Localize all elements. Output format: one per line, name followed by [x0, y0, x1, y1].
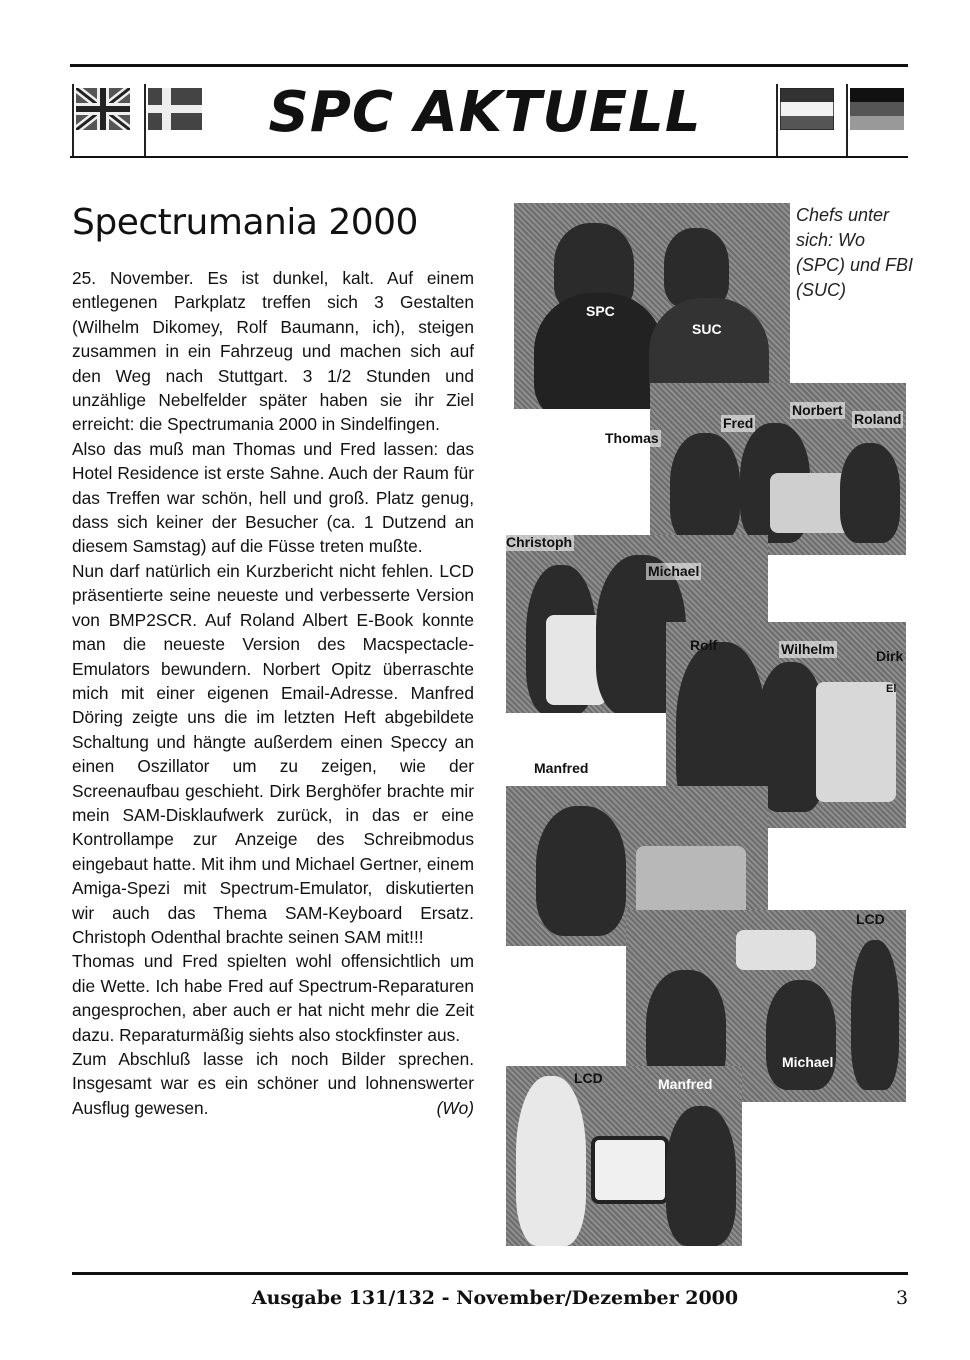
photo-chefs — [514, 203, 790, 409]
label-thomas: Thomas — [605, 430, 659, 446]
label-norbert: Norbert — [792, 402, 843, 418]
label-el: El — [886, 683, 897, 695]
label-spc: SPC — [586, 303, 615, 319]
label-christoph: Christoph — [506, 534, 573, 550]
uk-flag-icon — [72, 84, 134, 158]
label-lcd-top: LCD — [856, 911, 885, 927]
article-last-paragraph-text: Zum Abschluß lasse ich noch Bilder sprechen. Insgesamt war es ein schöner und lohnenswerter Ausflug gewesen. — [72, 1049, 474, 1118]
photo-caption: Chefs unter sich: Wo (SPC) und FBI (SUC) — [796, 205, 914, 300]
article-paragraph — [72, 1047, 474, 1120]
photo-lcd-manfred-monitor — [506, 1066, 742, 1246]
footer-rule — [72, 1272, 908, 1275]
label-lcd-bottom: LCD — [574, 1070, 603, 1086]
header-top-rule — [70, 64, 908, 67]
label-manfred-2: Manfred — [658, 1076, 713, 1092]
label-fred: Fred — [723, 415, 754, 431]
masthead-title: SPC AKTUELL — [268, 80, 702, 145]
article-paragraph: Thomas und Fred spielten wohl offensichtlich um die Wette. Ich habe Fred auf Spectrum-Reparaturen angesprochen, aber auch er hat nicht mehr die Zeit dazu. Reparaturmäßig siehts also stockfinster aus. — [72, 951, 474, 1045]
label-rolf: Rolf — [690, 637, 718, 653]
label-manfred: Manfred — [534, 760, 589, 776]
label-dirk: Dirk — [876, 648, 904, 664]
netherlands-flag-icon — [776, 84, 838, 158]
issue-footer: Ausgabe 131/132 - November/Dezember 2000 — [251, 1287, 739, 1309]
article-paragraph: 25. November. Es ist dunkel, kalt. Auf einem entlegenen Parkplatz treffen sich 3 Gestalten (Wilhelm Dikomey, Rolf Baumann, ich), steigen zusammen in ein Fahrzeug und machen sich auf den Weg nach Stuttgart. 3 1/2 Stunden und unzählige Nebelfelder später haben sie ihr Ziel erreicht: die Spectrumania 2000 in Sindelfingen. — [72, 268, 474, 435]
germany-flag-icon — [846, 84, 908, 158]
article-title: Spectrumania 2000 — [72, 202, 418, 243]
article-body — [72, 266, 474, 1120]
photo-table-group — [650, 383, 906, 555]
denmark-flag-icon — [144, 84, 206, 158]
label-wilhelm: Wilhelm — [781, 641, 835, 657]
page-number: 3 — [896, 1287, 909, 1309]
label-michael-2: Michael — [782, 1054, 834, 1070]
label-suc: SUC — [692, 321, 722, 337]
article-paragraph: Nun darf natürlich ein Kurzbericht nicht fehlen. LCD präsentierte seine neueste und verbesserte Version von BMP2SCR. Auf Roland Albert E-Book konnte man die neueste Version des Macspectacle-Emulators bewundern. Norbert Opitz überraschte mich mit einer eigenen Email-Adresse. Manfred Döring zeigte uns die im letzten Heft abgebildete Schaltung und hängte außerdem einen Speccy an einen Oszillator um zu zeigen, wie der Screenaufbau geschieht. Dirk Berghöfer brachte mir mein SAM-Disklaufwerk zurück, in das er eine Kontrollampe zur Anzeige des Schreibmodus eingebaut hatte. Mit ihm und Michael Gertner, einem Amiga-Spezi mit Spectrum-Emulator, diskutierten wir auch das Thema SAM-Keyboard Ersatz. Christoph Odenthal brachte seinen SAM mit!!! — [72, 560, 474, 947]
article-paragraph: Also das muß man Thomas und Fred lassen: das Hotel Residence ist erste Sahne. Auch der Raum für das Treffen war schön, hell und groß. Platz genug, dass sich keiner der Besucher (ca. 1 Dutzend an diesem Samstag) auf die Füsse treten mußte. — [72, 438, 474, 557]
label-roland: Roland — [854, 411, 902, 427]
author-signature: (Wo) — [436, 1097, 474, 1118]
label-michael: Michael — [648, 563, 700, 579]
